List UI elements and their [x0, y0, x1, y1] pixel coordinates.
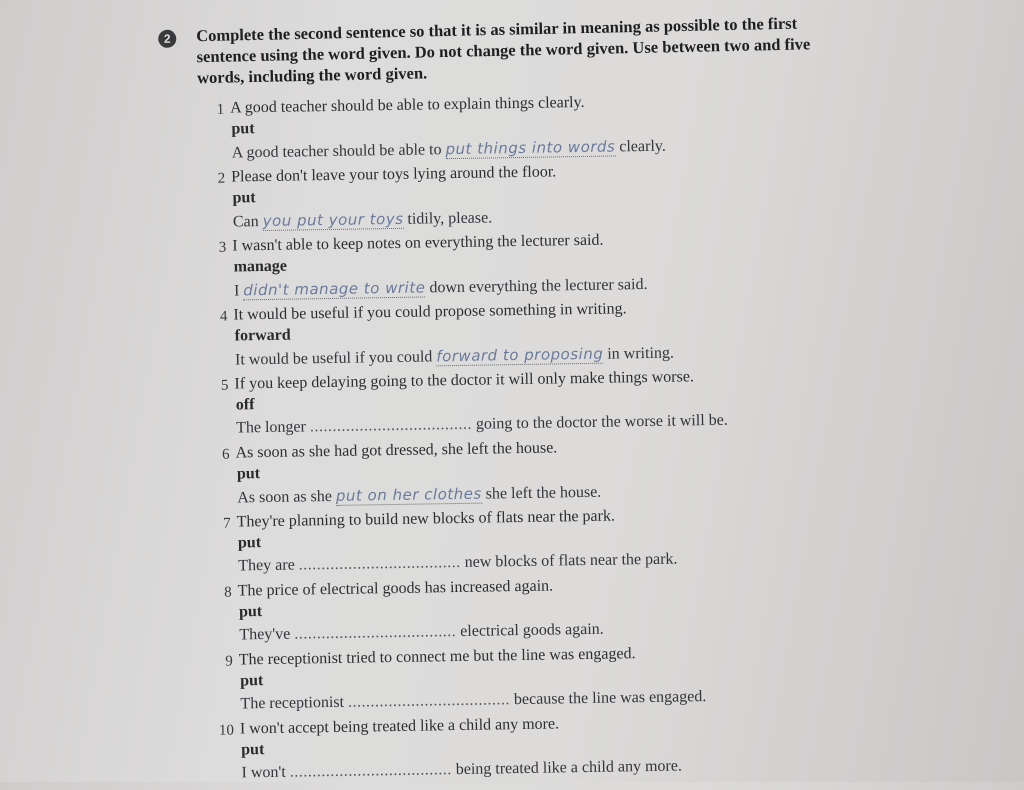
handwritten-answer[interactable]: put things into words: [445, 137, 616, 159]
item-rewrite-sentence: [240, 688, 706, 713]
rewrite-after-text: being treated like a child any more.: [451, 757, 683, 779]
item-original-sentence: A good teacher should be able to explain things clearly.: [229, 93, 585, 117]
exercise-item: [208, 573, 849, 652]
rewrite-after-text: tidily, please.: [403, 209, 493, 228]
item-number: 10: [218, 722, 235, 739]
exercise-number-badge: 2: [158, 30, 176, 48]
rewrite-before-text: Can: [232, 213, 263, 231]
item-rewrite-sentence: [234, 275, 648, 300]
rewrite-before-text: They've: [239, 625, 295, 644]
exercise-instructions: Complete the second sentence so that it is as similar in meaning as possible to the first sentence using the word given. Do not change the word given. Use between two and five words, including the word given.: [196, 13, 811, 88]
exercise-item: [202, 228, 843, 307]
exercise-item: [204, 366, 845, 445]
handwritten-answer[interactable]: put on her clothes: [335, 484, 482, 505]
rewrite-after-text: clearly.: [615, 137, 666, 156]
item-original-sentence: It would be useful if you could propose something in writing.: [233, 300, 627, 324]
item-number: 4: [219, 308, 228, 325]
item-rewrite-sentence: [233, 208, 493, 231]
item-original-sentence: If you keep delaying going to the doctor it will only make things worse.: [234, 368, 695, 393]
rewrite-before-text: I: [233, 282, 244, 300]
item-number: 7: [223, 515, 231, 532]
rewrite-after-text: electrical goods again.: [456, 620, 604, 641]
handwritten-answer[interactable]: didn't manage to write: [243, 278, 426, 300]
rewrite-before-text: I won't: [241, 763, 290, 782]
rewrite-before-text: It would be useful if you could: [234, 348, 437, 369]
item-original-sentence: The receptionist tried to connect me but the line was engaged.: [238, 645, 636, 669]
item-original-sentence: Please don't leave your toys lying around the floor.: [231, 163, 557, 186]
handwritten-answer[interactable]: forward to proposing: [436, 344, 604, 366]
item-keyword: put: [232, 189, 256, 207]
item-keyword: put: [239, 672, 264, 690]
item-keyword: put: [237, 534, 262, 552]
item-number: 9: [225, 653, 233, 670]
exercise-item: [209, 642, 850, 721]
item-rewrite-sentence: [239, 621, 604, 645]
rewrite-before-text: As soon as she: [237, 487, 337, 507]
item-rewrite-sentence: [237, 483, 601, 508]
rewrite-before-text: The receptionist: [240, 693, 349, 713]
exercise-item: [210, 711, 851, 790]
exercise-item: [207, 504, 848, 583]
item-original-sentence: I won't accept being treated like a child any more.: [239, 715, 560, 738]
exercise-item: [203, 297, 844, 376]
answer-blank[interactable]: ....................................: [309, 415, 473, 436]
exercise-item: [201, 159, 842, 238]
item-original-sentence: They're planning to build new blocks of flats near the park.: [236, 507, 616, 531]
exercise-items: [200, 90, 851, 790]
answer-blank[interactable]: ....................................: [289, 761, 452, 781]
rewrite-before-text: The longer: [236, 418, 311, 437]
item-number: 8: [224, 584, 232, 601]
rewrite-before-text: They are: [238, 556, 299, 575]
rewrite-after-text: she left the house.: [481, 483, 602, 503]
item-rewrite-sentence: [238, 551, 677, 576]
rewrite-before-text: A good teacher should be able to: [231, 141, 446, 162]
item-number: 6: [221, 446, 230, 463]
exercise-header: [158, 12, 819, 89]
item-keyword: put: [231, 120, 255, 138]
item-keyword: put: [241, 741, 265, 759]
item-rewrite-sentence: [235, 344, 674, 370]
item-number: 1: [216, 101, 225, 118]
item-keyword: forward: [234, 326, 291, 345]
item-original-sentence: I wasn't able to keep notes on everything the lecturer said.: [232, 231, 604, 255]
item-keyword: put: [238, 603, 263, 621]
rewrite-after-text: new blocks of flats near the park.: [460, 550, 678, 571]
item-keyword: off: [235, 396, 255, 414]
item-number: 2: [217, 170, 226, 187]
rewrite-after-text: because the line was engaged.: [509, 688, 707, 709]
rewrite-after-text: going to the doctor the worse it will be.: [471, 411, 728, 433]
answer-blank[interactable]: ....................................: [298, 553, 461, 574]
item-keyword: put: [236, 465, 261, 483]
exercise-item: [200, 90, 841, 169]
rewrite-after-text: down everything the lecturer said.: [425, 275, 648, 297]
exercise-item: [205, 435, 846, 514]
item-rewrite-sentence: [236, 412, 728, 438]
item-original-sentence: As soon as she had got dressed, she left the house.: [235, 439, 558, 462]
item-rewrite-sentence: [241, 758, 682, 783]
item-number: 3: [218, 239, 227, 256]
rewrite-after-text: in writing.: [603, 344, 675, 363]
item-keyword: manage: [233, 257, 288, 276]
item-number: 5: [220, 377, 229, 394]
item-rewrite-sentence: [232, 137, 666, 163]
handwritten-answer[interactable]: you put your toys: [262, 209, 404, 231]
answer-blank[interactable]: ....................................: [347, 691, 511, 711]
answer-blank[interactable]: ....................................: [294, 623, 457, 643]
item-original-sentence: The price of electrical goods has increased again.: [237, 577, 554, 600]
